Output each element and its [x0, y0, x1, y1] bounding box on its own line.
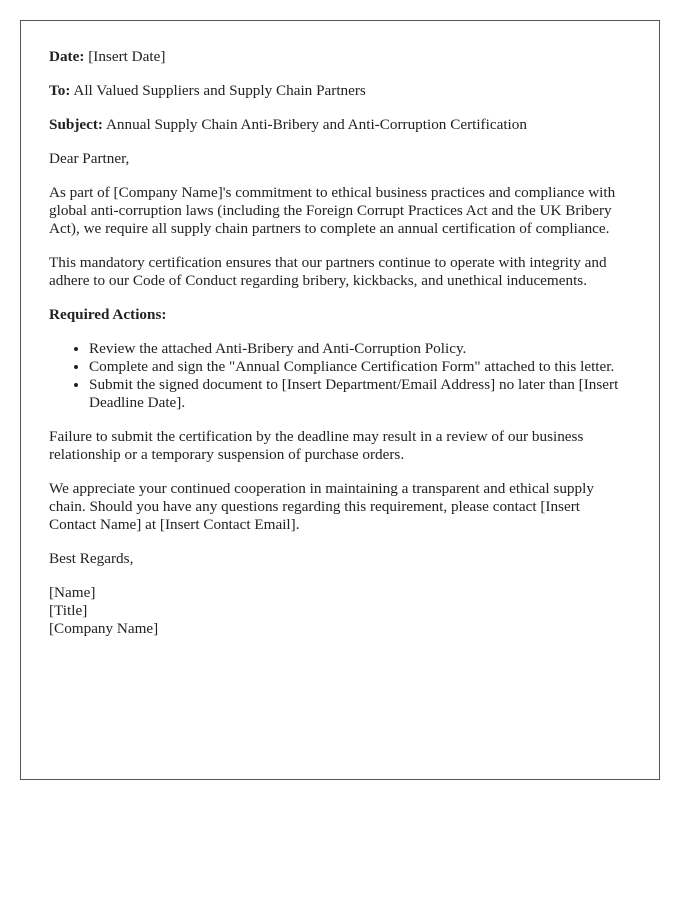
list-item: • Review the attached Anti-Bribery and Anti-Corruption Policy.: [89, 340, 631, 358]
required-actions-list: [49, 340, 631, 412]
signer-company: [Company Name]: [49, 620, 159, 637]
subject-value: Annual Supply Chain Anti-Bribery and Anti-Corruption Certification: [105, 116, 527, 133]
recipient-label: To:: [49, 82, 71, 99]
signer-title: [Title]: [49, 602, 88, 619]
subject-label: Subject:: [49, 116, 103, 133]
recipient-line: [49, 82, 631, 100]
letter-document: [20, 20, 660, 780]
date-value: [Insert Date]: [88, 48, 166, 65]
actions-heading-text: Required Actions:: [49, 306, 167, 323]
contact-paragraph: We appreciate your continued cooperation in maintaining a transparent and ethical supply chain. Should you have any questions regarding this requirement, please contact [Insert Contact Name] at [Insert Contact Email].: [49, 480, 594, 533]
list-item: • Submit the signed document to [Insert Department/Email Address] no later than [Insert Deadline Date].: [89, 376, 631, 412]
greeting: Dear Partner,: [49, 150, 130, 167]
list-item: • Complete and sign the "Annual Compliance Certification Form" attached to this letter.: [89, 358, 631, 376]
subject-line: [49, 116, 631, 134]
signer-name: [Name]: [49, 584, 96, 601]
sign-off: Best Regards,: [49, 550, 134, 567]
signature-block: [49, 584, 631, 638]
intro-paragraph: As part of [Company Name]'s commitment to ethical business practices and compliance with global anti-corruption laws (including the Foreign Corrupt Practices Act and the UK Bribery Act), we require all supply chain partners to complete an annual certification of compliance.: [49, 184, 616, 237]
certification-paragraph: This mandatory certification ensures that our partners continue to operate with integrity and adhere to our Code of Conduct regarding bribery, kickbacks, and unethical inducements.: [49, 254, 607, 289]
actions-heading: [49, 306, 631, 324]
recipient-value: All Valued Suppliers and Supply Chain Partners: [73, 82, 366, 99]
date-line: [49, 48, 631, 66]
consequence-paragraph: Failure to submit the certification by the deadline may result in a review of our business relationship or a temporary suspension of purchase orders.: [49, 428, 584, 463]
date-label: Date:: [49, 48, 85, 65]
